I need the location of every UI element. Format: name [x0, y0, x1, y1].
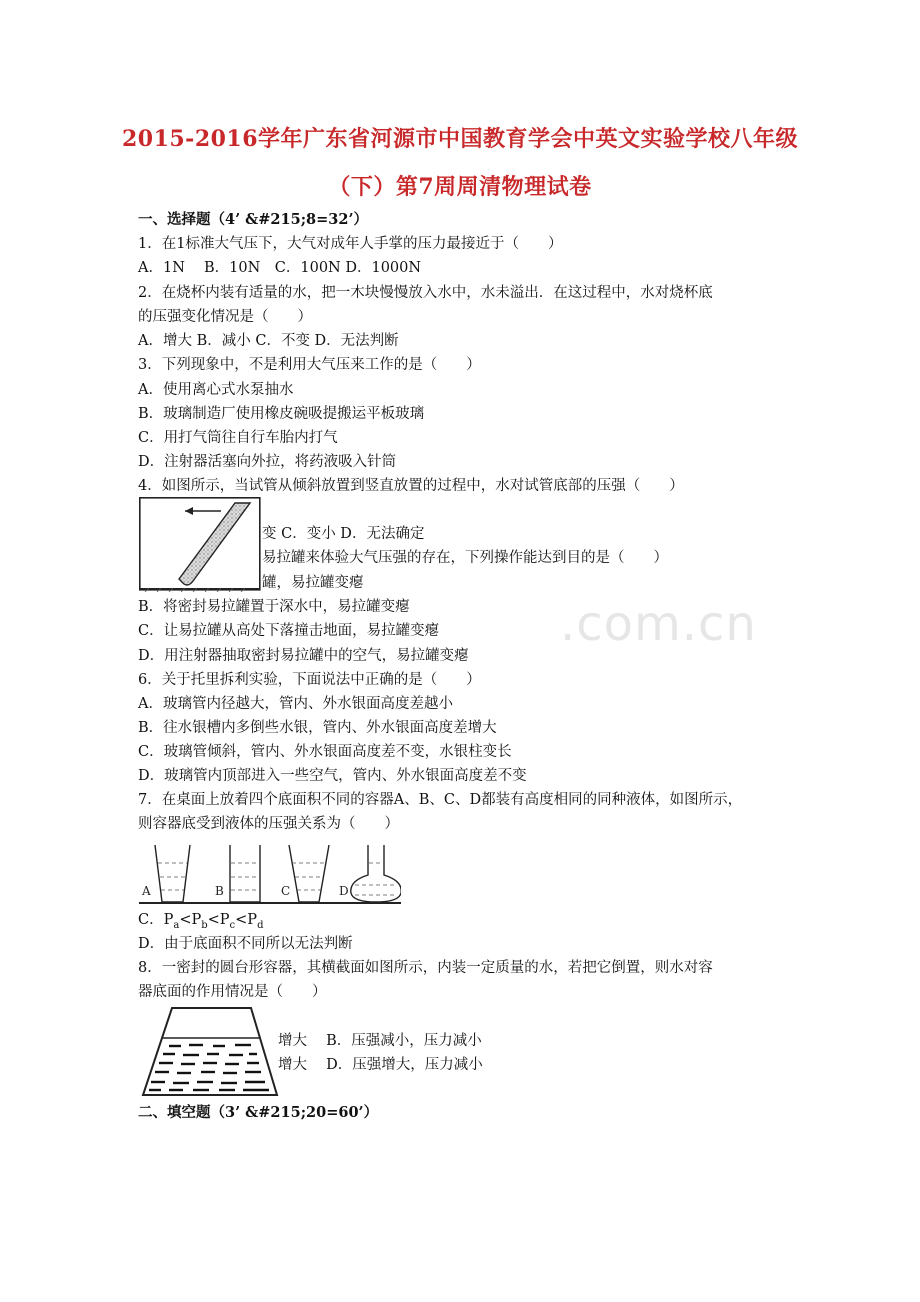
q5-option-a-partial: 罐，易拉罐变瘪 — [262, 575, 364, 591]
q7-option-d: D．由于底面积不同所以无法判断 — [138, 936, 353, 952]
q7-lt-1: <P — [179, 912, 202, 928]
q7-option-c — [138, 910, 263, 936]
q3-option-a: A．使用离心式水泵抽水 — [138, 382, 294, 398]
q7-sub-b: b — [201, 919, 208, 931]
q7-stem-2: 则容器底受到液体的压强关系为（ ） — [138, 816, 399, 832]
q8-stem-2: 器底面的作用情况是（ ） — [138, 984, 327, 1000]
watermark: .com.cn — [560, 596, 757, 652]
q7-sub-a: a — [173, 919, 180, 931]
q4-stem: 4．如图所示，当试管从倾斜放置到竖直放置的过程中，水对试管底部的压强（ ） — [138, 478, 684, 494]
q7-lt-2: <P — [207, 912, 230, 928]
q6-option-d: D．玻璃管内顶部进入一些空气，管内、外水银面高度差不变 — [138, 768, 527, 784]
q7-label-d: D — [339, 884, 349, 898]
q7-containers-figure — [139, 841, 401, 905]
q1-stem: 1．在1标准大气压下，大气对成年人手掌的压力最接近于（ ） — [138, 236, 563, 252]
title-line-1: 2015-2016学年广东省河源市中国教育学会中英文实验学校八年级 — [121, 126, 799, 152]
q2-stem-1: 2．在烧杯内装有适量的水，把一木块慢慢放入水中，水未溢出．在这过程中，水对烧杯底 — [138, 285, 713, 301]
q7-label-b: B — [215, 884, 224, 898]
q6-option-c: C．玻璃管倾斜，管内、外水银面高度差不变，水银柱变长 — [138, 744, 512, 760]
q6-option-b: B．往水银槽内多倒些水银，管内、外水银面高度差增大 — [138, 720, 497, 736]
q4-test-tube-figure — [139, 497, 261, 592]
q7-option-c-prefix: C．P — [138, 912, 174, 928]
q3-option-b: B．玻璃制造厂使用橡皮碗吸提搬运平板玻璃 — [138, 406, 425, 422]
q1-options: A．1N B．10N C．100N D．1000N — [138, 260, 422, 276]
q6-stem: 6．关于托里拆利实验，下面说法中正确的是（ ） — [138, 672, 481, 688]
q3-stem: 3．下列现象中，不是利用大气压来工作的是（ ） — [138, 357, 481, 373]
q8-options-row-1: 增大 B．压强减小，压力减小 — [278, 1033, 482, 1049]
q8-options-row-2: 增大 D．压强增大，压力减小 — [278, 1057, 483, 1073]
q6-option-a: A．玻璃管内径越大，管内、外水银面高度差越小 — [138, 696, 453, 712]
q4-options-partial: 变 C．变小 D．无法确定 — [262, 526, 425, 542]
q7-sub-d: d — [257, 919, 264, 931]
q5-option-c: C．让易拉罐从高处下落撞击地面，易拉罐变瘪 — [138, 623, 440, 639]
q7-sub-c: c — [229, 919, 236, 931]
title-line-2: （下）第7周周清物理试卷 — [328, 174, 592, 200]
q2-stem-2: 的压强变化情况是（ ） — [138, 309, 312, 325]
q8-stem-1: 8．一密封的圆台形容器，其横截面如图所示，内装一定质量的水，若把它倒置，则水对容 — [138, 960, 713, 976]
q5-option-b: B．将密封易拉罐置于深水中，易拉罐变瘪 — [138, 599, 410, 615]
section-2-heading: 二、填空题（3’ &#215;20=60’） — [138, 1104, 379, 1121]
q7-label-c: C — [281, 884, 291, 898]
q5-stem-partial: 易拉罐来体验大气压强的存在，下列操作能达到目的是（ ） — [262, 550, 668, 566]
section-1-heading: 一、选择题（4’ &#215;8=32’） — [138, 211, 369, 228]
q7-stem-1: 7．在桌面上放着四个底面积不同的容器A、B、C、D都装有高度相同的同种液体，如图所示， — [138, 792, 743, 808]
q7-lt-3: <P — [235, 912, 258, 928]
q8-frustum-figure — [139, 1005, 279, 1097]
q2-options: A．增大 B．减小 C．不变 D．无法判断 — [138, 333, 399, 349]
q7-label-a: A — [142, 884, 151, 898]
q3-option-d: D．注射器活塞向外拉，将药液吸入针筒 — [138, 454, 397, 470]
q5-option-d: D．用注射器抽取密封易拉罐中的空气，易拉罐变瘪 — [138, 648, 469, 664]
q3-option-c: C．用打气筒往自行车胎内打气 — [138, 430, 338, 446]
